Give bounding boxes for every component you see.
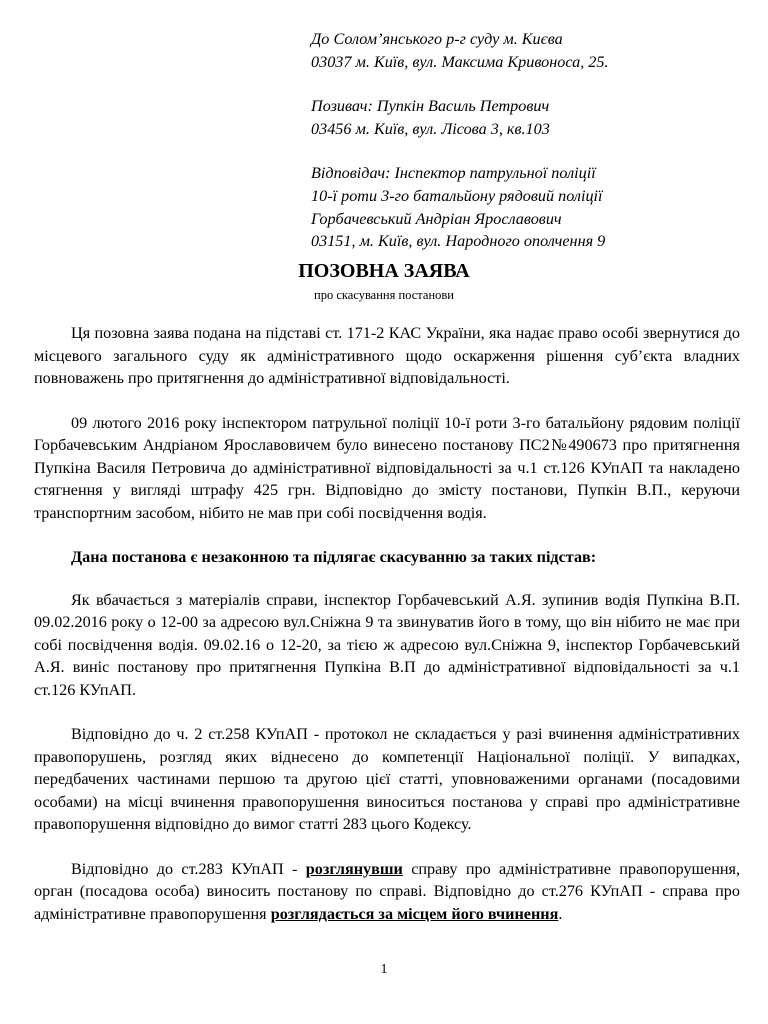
text-segment: .	[558, 904, 563, 923]
document-subtitle: про скасування постанови	[314, 288, 454, 302]
page-number: 1	[380, 962, 388, 977]
plaintiff-name: Позивач: Пупкін Василь Петрович	[311, 97, 550, 116]
emphasis-text: розглядається за місцем його вчинення	[270, 904, 559, 923]
paragraph-article-258: Відповідно до ч. 2 ст.258 КУпАП - протокол не складається у разі вчинення адміністративних правопорушень, розгляд яких віднесено до компетенції Національної поліції. У випадках, передбачених частинами першою та другою цієї статті, уповноваженими органами (посадовими особами) на місці вчинення правопорушення виноситься постанова у справі про адміністративне правопорушення відповідно до вимог статті 283 цього Кодексу.	[34, 725, 740, 833]
paragraph-circumstances: Як вбачається з матеріалів справи, інспектор Горбачевський А.Я. зупинив водія Пупкіна В.П. 09.02.2016 року о 12-00 за адресою вул.Сніжна 9 та звинуватив його в тому, що він нібито не має при собі посвідчення водія. 09.02.16 о 12-20, за тією ж адресою вул.Сніжна 9, інспектор Горбачевський А.Я. виніс постанову про притягнення Пупкіна В.П до адміністративної відповідальності за ч.1 ст.126 КУпАП.	[34, 590, 740, 699]
section-heading-grounds: Дана постанова є незаконною та підлягає скасуванню за таких підстав:	[71, 548, 597, 566]
defendant-address: 03151, м. Київ, вул. Народного ополчення 9	[311, 232, 606, 251]
document-title: ПОЗОВНА ЗАЯВА	[298, 260, 470, 282]
text-segment: Відповідно до ст.283 КУпАП -	[71, 859, 306, 878]
court-name: До Солом’янського р-г суду м. Києва	[311, 30, 563, 48]
court-address-block	[311, 28, 751, 73]
defendant-unit: 10-ї роти 3-го батальйону рядовий поліції	[311, 186, 603, 205]
document-header	[311, 28, 751, 253]
document-body	[34, 322, 740, 947]
paragraph-legal-basis: Ця позовна заява подана на підставі ст. 171-2 КАС України, яка надає право особі звернутися до місцевого загального суду як адміністративного щодо оскарження рішення суб’єкта владних повноважень про притягнення до адміністративної відповідальності.	[34, 324, 740, 387]
defendant-role: Відповідач: Інспектор патрульної поліції	[311, 164, 596, 183]
text-segment: справу про адміністративне правопорушення, орган (посадова особа) виносить постанову по справі. Відповідно до ст.276 КУпАП - справа про адміністративне правопорушення	[34, 859, 741, 923]
defendant-name: Горбачевський Андріан Ярославович	[311, 209, 562, 228]
emphasis-text: розглянувши	[305, 859, 403, 878]
court-address: 03037 м. Київ, вул. Максима Кривоноса, 25.	[311, 52, 609, 71]
plaintiff-address: 03456 м. Київ, вул. Лісова 3, кв.103	[311, 119, 550, 138]
paragraph-facts: 09 лютого 2016 року інспектором патрульної поліції 10-ї роти 3-го батальйону рядовим поліції Горбачевським Андріаном Ярославовичем було винесено постанову ПС2№490673 про притягнення Пупкіна Василя Петровича до адміністративної відповідальності за ч.1 ст.126 КУпАП та накладено стягнення у вигляді штрафу 425 грн. Відповідно до змісту постанови, Пупкін В.П., керуючи транспортним засобом, нібито не мав при собі посвідчення водія.	[34, 413, 740, 522]
plaintiff-block	[311, 95, 751, 140]
paragraph-article-283	[34, 858, 740, 926]
defendant-block	[311, 162, 751, 252]
